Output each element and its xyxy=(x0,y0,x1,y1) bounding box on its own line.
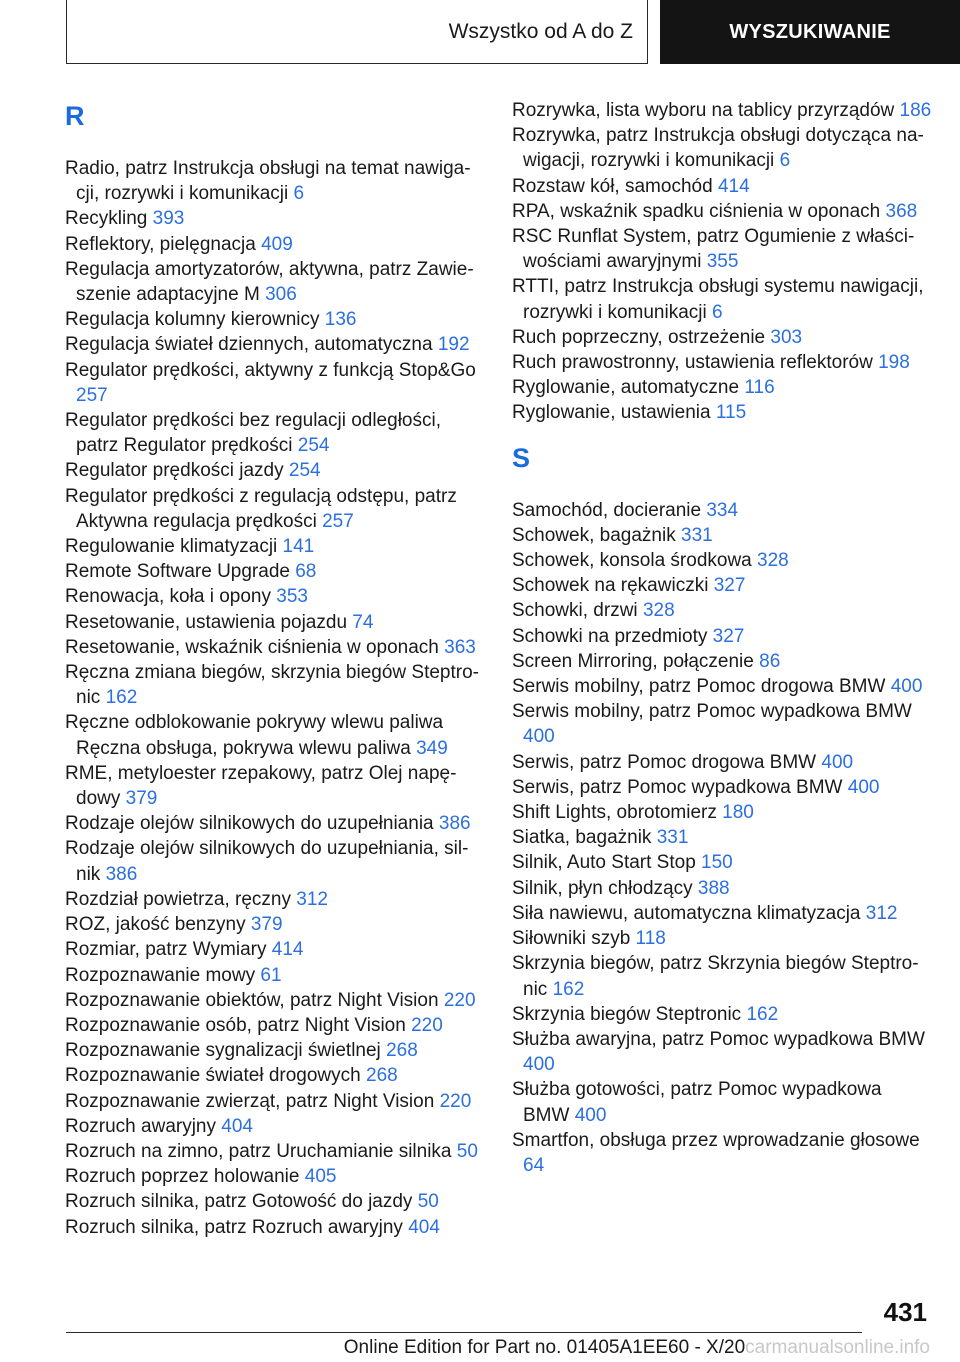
index-entry xyxy=(512,498,932,523)
index-entry xyxy=(512,523,932,548)
page-link[interactable]: 50 xyxy=(417,1191,439,1213)
index-entry xyxy=(65,1063,485,1088)
index-entry-text: Rozruch poprzez holowanie xyxy=(65,1166,300,1188)
index-entry-text: Regulator prędkości jazdy xyxy=(65,460,284,482)
index-entry-text: Resetowanie, ustawienia pojazdu xyxy=(65,611,348,633)
page-link[interactable]: 141 xyxy=(282,536,315,558)
page-link[interactable]: 162 xyxy=(552,978,585,1000)
page-link[interactable]: 306 xyxy=(265,284,297,306)
index-entry xyxy=(65,408,485,458)
page-link[interactable]: 6 xyxy=(711,301,723,323)
page-link[interactable]: 74 xyxy=(352,611,374,633)
page-link[interactable]: 220 xyxy=(411,1014,443,1036)
index-entry-text: Screen Mirroring, połączenie xyxy=(512,650,754,672)
index-entry xyxy=(512,375,932,400)
index-entry xyxy=(512,350,932,375)
index-entry xyxy=(512,174,932,199)
index-entry xyxy=(65,761,485,811)
section-tab xyxy=(66,0,648,64)
index-entry xyxy=(512,951,932,1001)
index-entry xyxy=(512,775,932,800)
index-entry-text: Schowki, drzwi xyxy=(512,600,638,622)
page-link[interactable]: 327 xyxy=(712,625,745,647)
index-entry-text: Radio, patrz Instrukcja obsługi na temat nawigacji, rozrywki i komunikacji xyxy=(65,158,471,205)
index-letter-heading: S xyxy=(512,442,531,473)
index-entry xyxy=(65,1038,485,1063)
page-link[interactable]: 254 xyxy=(297,435,330,457)
page-link[interactable]: 115 xyxy=(715,402,747,424)
page-link[interactable]: 198 xyxy=(878,352,910,374)
page-link[interactable]: 186 xyxy=(899,100,932,121)
page-link[interactable]: 405 xyxy=(304,1166,337,1188)
index-entry-text: Samochód, docieranie xyxy=(512,499,702,521)
index-entry xyxy=(65,988,485,1013)
page-link[interactable]: 136 xyxy=(324,309,357,331)
index-entry xyxy=(65,484,485,534)
index-entry xyxy=(512,199,932,224)
index-entry xyxy=(65,1114,485,1139)
index-entry xyxy=(65,660,485,710)
page-link[interactable]: 353 xyxy=(276,586,308,608)
index-entry xyxy=(512,1077,932,1127)
index-entry xyxy=(512,224,932,274)
page-link[interactable]: 118 xyxy=(635,928,666,950)
page-link[interactable]: 379 xyxy=(125,788,158,810)
index-entry-text: Rozpoznawanie mowy xyxy=(65,964,256,986)
index-entry-text: Schowek, konsola środkowa xyxy=(512,550,752,572)
page-link[interactable]: 327 xyxy=(713,575,746,597)
page-link[interactable]: 400 xyxy=(847,776,880,798)
index-entry xyxy=(512,274,932,324)
index-entry xyxy=(65,635,485,660)
index-entry-text: Regulator prędkości, aktywny z funkcją Stop&Go xyxy=(65,359,476,381)
index-entry xyxy=(512,400,932,425)
index-entry xyxy=(512,750,932,775)
index-entry-text: Regulacja amortyzatorów, aktywna, patrz Zawieszenie adaptacyjne M xyxy=(65,258,474,306)
page-link[interactable]: 414 xyxy=(717,175,750,197)
index-entry xyxy=(65,206,485,231)
page-link[interactable]: 86 xyxy=(759,650,781,672)
index-entry-text: Regulator prędkości bez regulacji odległości, patrz Regulator prędkości xyxy=(65,410,441,457)
index-entry-text: Ręczne odblokowanie pokrywy wlewu paliwa Ręczna obsługa, pokrywa wlewu paliwa xyxy=(65,712,444,759)
page-link[interactable]: 268 xyxy=(366,1065,398,1087)
index-entry-text: Rodzaje olejów silnikowych do uzupełniania, silnik xyxy=(65,838,469,885)
index-entry-text: Serwis, patrz Pomoc wypadkowa BMW xyxy=(512,776,843,798)
page-number: 431 xyxy=(883,1297,927,1327)
index-entry-text: Rozpoznawanie obiektów, patrz Night Vision xyxy=(65,989,439,1011)
index-entry xyxy=(65,811,485,836)
index-entry xyxy=(512,1002,932,1027)
index-entry-text: Regulowanie klimatyzacji xyxy=(65,536,278,558)
page-link[interactable]: 220 xyxy=(443,989,476,1011)
page-link[interactable]: 268 xyxy=(386,1040,418,1062)
index-entry-text: Regulacja kolumny kierownicy xyxy=(65,309,320,331)
footer-edition xyxy=(344,1337,930,1359)
index-entry xyxy=(512,901,932,926)
page-link[interactable]: 6 xyxy=(779,150,791,172)
index-entry-text: Recykling xyxy=(65,208,148,230)
index-entry xyxy=(512,926,932,951)
index-entry-text: RSC Runflat System, patrz Ogumienie z właściwościami awaryjnymi xyxy=(512,226,915,273)
page-link[interactable]: 331 xyxy=(681,524,713,546)
page-link[interactable]: 349 xyxy=(416,737,448,759)
index-entry-text: Rozruch awaryjny xyxy=(65,1115,216,1137)
index-entry-text: Rozstaw kół, samochód xyxy=(512,175,713,197)
index-entry xyxy=(65,358,485,408)
index-entry-list xyxy=(512,498,932,1178)
index-entry-text: Regulator prędkości z regulacją odstępu, patrz Aktywna regulacja prędkości xyxy=(65,485,457,532)
index-entry xyxy=(65,1189,485,1214)
index-entry-text: Rozruch silnika, patrz Gotowość do jazdy xyxy=(65,1191,413,1213)
page-link[interactable]: 386 xyxy=(438,813,471,835)
page-link[interactable]: 162 xyxy=(746,1003,779,1025)
section-tab-label: Wszystko od A do Z xyxy=(448,19,633,43)
index-entry-text: Renowacja, koła i opony xyxy=(65,586,271,608)
index-entry-text: Ryglowanie, ustawienia xyxy=(512,402,711,424)
index-entry xyxy=(512,624,932,649)
page-link[interactable]: 116 xyxy=(744,377,775,399)
index-entry-text: Ruch poprzeczny, ostrzeżenie xyxy=(512,326,766,348)
page-link[interactable]: 254 xyxy=(288,460,321,482)
index-entry-text: Schowek na rękawiczki xyxy=(512,575,709,597)
index-entry-text: Silnik, płyn chłodzący xyxy=(512,877,693,899)
index-entry xyxy=(65,458,485,483)
page-link[interactable]: 400 xyxy=(821,751,854,773)
page-link[interactable]: 6 xyxy=(293,183,305,205)
page-link[interactable]: 409 xyxy=(261,233,293,255)
index-entry xyxy=(512,1128,932,1178)
index-entry xyxy=(65,307,485,332)
index-entry xyxy=(512,573,932,598)
index-entry-text: Serwis mobilny, patrz Pomoc wypadkowa BMW xyxy=(512,701,912,723)
page-link[interactable]: 303 xyxy=(770,326,803,348)
index-entry-text: Ryglowanie, automatyczne xyxy=(512,377,740,399)
page-link[interactable]: 162 xyxy=(105,687,138,709)
index-entry-text: Rozpoznawanie zwierząt, patrz Night Vision xyxy=(65,1090,435,1112)
index-entry-text: Siłowniki szyb xyxy=(512,928,631,950)
index-entry-text: Służba gotowości, patrz Pomoc wypadkowa BMW xyxy=(512,1079,882,1126)
index-entry-text: Ruch prawostronny, ustawienia reflektorów xyxy=(512,352,873,374)
index-entry xyxy=(65,257,485,307)
edition-text: Online Edition for Part no. 01405A1EE60 - X/20 xyxy=(343,1337,746,1358)
index-entry-text: Ręczna zmiana biegów, skrzynia biegów Steptronic xyxy=(65,662,479,709)
index-entry xyxy=(512,825,932,850)
index-entry xyxy=(65,332,485,357)
index-entry xyxy=(512,699,932,749)
index-entry-text: Rozruch na zimno, patrz Uruchamianie silnika xyxy=(65,1140,452,1162)
page-link[interactable]: 192 xyxy=(437,334,470,356)
index-entry-text: Remote Software Upgrade xyxy=(65,561,290,583)
index-entry-text: Resetowanie, wskaźnik ciśnienia w oponach xyxy=(65,636,439,658)
index-entry-text: Rozmiar, patrz Wymiary xyxy=(65,939,267,961)
page-link[interactable]: 386 xyxy=(105,863,138,885)
index-column-left xyxy=(65,98,485,1240)
index-entry-text: Schowek, bagażnik xyxy=(512,524,676,546)
search-tab[interactable] xyxy=(660,0,960,64)
page-link[interactable]: 400 xyxy=(574,1104,607,1126)
index-entry-text: Serwis mobilny, patrz Pomoc drogowa BMW xyxy=(512,676,886,698)
index-entry xyxy=(512,123,932,173)
index-entry xyxy=(512,876,932,901)
index-entry xyxy=(65,1215,485,1240)
index-entry-text: RTTI, patrz Instrukcja obsługi systemu nawigacji, rozrywki i komunikacji xyxy=(512,276,924,323)
index-entry xyxy=(512,674,932,699)
index-entry xyxy=(65,610,485,635)
page-link[interactable]: 64 xyxy=(523,1154,545,1176)
page-link[interactable]: 393 xyxy=(152,208,185,230)
page-link[interactable]: 331 xyxy=(656,827,689,849)
index-column-right xyxy=(512,98,932,1178)
index-entry xyxy=(512,649,932,674)
page-link[interactable]: 334 xyxy=(706,499,739,521)
index-entry xyxy=(65,1139,485,1164)
index-entry-text: Skrzynia biegów, patrz Skrzynia biegów Steptronic xyxy=(512,953,919,1000)
page-link[interactable]: 363 xyxy=(444,636,476,658)
index-entry-text: Schowki na przedmioty xyxy=(512,625,708,647)
page-link[interactable]: 68 xyxy=(295,561,317,583)
page-link[interactable]: 400 xyxy=(890,676,923,698)
page-link[interactable]: 379 xyxy=(250,914,283,936)
index-entry xyxy=(512,850,932,875)
index-entry-text: Rozdział powietrza, ręczny xyxy=(65,888,291,910)
index-entry-text: Serwis, patrz Pomoc drogowa BMW xyxy=(512,751,817,773)
page-link[interactable]: 388 xyxy=(697,877,730,899)
index-entry xyxy=(65,887,485,912)
page-link[interactable]: 328 xyxy=(757,550,789,572)
index-entry-text: Rozpoznawanie świateł drogowych xyxy=(65,1065,361,1087)
index-entry xyxy=(65,963,485,988)
index-entry-list xyxy=(512,98,932,426)
index-entry-text: ROZ, jakość benzyny xyxy=(65,914,246,936)
page-link[interactable]: 180 xyxy=(722,802,754,824)
page-link[interactable]: 312 xyxy=(296,888,328,910)
search-tab-label: WYSZUKIWANIE xyxy=(729,20,891,43)
page-link[interactable]: 50 xyxy=(456,1140,478,1162)
index-entry xyxy=(65,584,485,609)
index-entry-text: Rozpoznawanie osób, patrz Night Vision xyxy=(65,1014,406,1036)
page-link[interactable]: 312 xyxy=(865,902,898,924)
index-entry xyxy=(65,534,485,559)
index-entry-list xyxy=(65,156,485,1240)
page-link[interactable]: 220 xyxy=(439,1090,472,1112)
index-entry xyxy=(65,1164,485,1189)
page-link[interactable]: 328 xyxy=(642,600,675,622)
page-link[interactable]: 61 xyxy=(260,964,282,986)
index-entry-text: Shift Lights, obrotomierz xyxy=(512,802,717,824)
index-entry-text: Służba awaryjna, patrz Pomoc wypadkowa BMW xyxy=(512,1028,925,1050)
page-link[interactable]: 400 xyxy=(523,726,555,748)
page-link[interactable]: 414 xyxy=(271,939,304,961)
page-link[interactable]: 368 xyxy=(885,200,918,222)
index-entry xyxy=(65,836,485,886)
index-entry-text: Skrzynia biegów Steptronic xyxy=(512,1003,742,1025)
index-entry-text: RPA, wskaźnik spadku ciśnienia w oponach xyxy=(512,200,881,222)
index-entry-text: Rozruch silnika, patrz Rozruch awaryjny xyxy=(65,1216,403,1238)
page-link[interactable]: 150 xyxy=(701,852,733,874)
index-entry xyxy=(512,325,932,350)
index-entry xyxy=(512,548,932,573)
index-entry-text: Rozrywka, patrz Instrukcja obsługi dotycząca nawigacji, rozrywki i komunikacji xyxy=(512,125,924,172)
index-entry xyxy=(65,710,485,760)
index-entry xyxy=(512,98,932,123)
index-entry-text: Rodzaje olejów silnikowych do uzupełniania xyxy=(65,813,434,835)
index-entry xyxy=(65,1013,485,1038)
page-link[interactable]: 404 xyxy=(221,1115,253,1137)
index-entry-text: Siatka, bagażnik xyxy=(512,827,652,849)
index-entry-text: Rozpoznawanie sygnalizacji świetlnej xyxy=(65,1040,381,1062)
page-link[interactable]: 257 xyxy=(322,510,354,532)
index-entry-text: Reflektory, pielęgnacja xyxy=(65,233,256,255)
footer-divider xyxy=(66,1332,862,1333)
index-entry-text: Regulacja świateł dziennych, automatyczna xyxy=(65,334,433,356)
page-link[interactable]: 355 xyxy=(706,251,739,273)
index-entry-text: Silnik, Auto Start Stop xyxy=(512,852,696,874)
index-entry-text: Rozrywka, lista wyboru na tablicy przyrządów xyxy=(512,100,895,121)
index-entry xyxy=(512,1027,932,1077)
index-entry-text: Siła nawiewu, automatyczna klimatyzacja xyxy=(512,902,861,924)
index-entry xyxy=(65,937,485,962)
page-link[interactable]: 404 xyxy=(408,1216,440,1238)
watermark-text: carmanualsonline.info xyxy=(745,1337,930,1358)
index-entry xyxy=(65,232,485,257)
index-entry xyxy=(512,800,932,825)
index-entry xyxy=(512,598,932,623)
index-entry-text: Smartfon, obsługa przez wprowadzanie głosowe xyxy=(512,1129,920,1151)
page-link[interactable]: 400 xyxy=(523,1054,555,1076)
index-entry xyxy=(65,156,485,206)
index-letter-heading: R xyxy=(65,101,85,131)
index-entry xyxy=(65,559,485,584)
index-entry-text: RME, metyloester rzepakowy, patrz Olej napędowy xyxy=(65,762,457,810)
page-link[interactable]: 257 xyxy=(76,384,108,406)
index-entry xyxy=(65,1089,485,1114)
index-entry xyxy=(65,912,485,937)
